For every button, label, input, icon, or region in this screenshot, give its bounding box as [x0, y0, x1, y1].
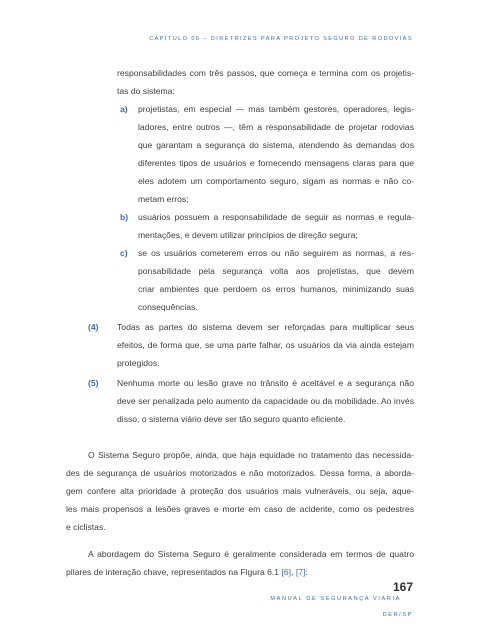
citation-separator: ,	[291, 567, 296, 577]
paragraph-line: A abordagem do Sistema Seguro é geralmente considerada em termos de quatro	[88, 549, 414, 559]
sub-item-line: que garantam a segurança do sistema, atendendo às demandas dos	[138, 140, 414, 150]
paragraph-line: e ciclistas.	[66, 522, 106, 532]
sub-item-line: ladores, entre outros —, têm a responsabilidade de projetar rodovias	[138, 122, 414, 132]
sub-item-marker: b)	[120, 212, 129, 222]
sub-item-line: se os usuários cometerem erros ou não seguirem as normas, a res-	[138, 248, 414, 258]
paragraph-text: pilares de interação chave, representados na Figura 6.1	[66, 567, 280, 577]
sub-item-line: consequências.	[138, 302, 198, 312]
paragraph-line: O Sistema Seguro propõe, ainda, que haja equidade no tratamento das necessida-	[88, 450, 414, 460]
numbered-marker: (4)	[88, 322, 99, 332]
citation-link[interactable]: [7]	[295, 567, 306, 577]
paragraph-line: gem confere alta prioridade à proteção dos usuários mais vulneráveis, ou seja, aque-	[66, 486, 414, 496]
citation-link[interactable]: [6]	[281, 567, 292, 577]
sub-item-line: metam erros;	[138, 194, 189, 204]
intro-line: responsabilidades com três passos, que começa e termina com os projetis-	[117, 68, 414, 78]
numbered-line: Todas as partes do sistema devem ser reforçadas para multiplicar seus	[117, 322, 414, 332]
sub-item-line: projetistas, em especial — mas também gestores, operadores, legis-	[138, 104, 414, 114]
intro-line: tas do sistema:	[117, 86, 175, 96]
sub-item-line: eles adotem um comportamento seguro, sigam as normas e não co-	[138, 176, 414, 186]
paragraph-line: les mais propensos a lesões graves e morte em caso de acidente, como os pedestres	[66, 504, 414, 514]
chapter-header: CAPÍTULO 06 – DIRETRIZES PARA PROJETO SEGURO DE RODOVIAS	[149, 36, 413, 42]
sub-item-line: mentações, e devem utilizar princípios de direção segura;	[138, 230, 358, 240]
paragraph-end: :	[305, 567, 308, 577]
numbered-marker: (5)	[88, 378, 99, 388]
numbered-line: efeitos, de forma que, se uma parte falhar, os usuários da via ainda estejam	[117, 340, 414, 350]
page-number: 167	[392, 580, 413, 594]
numbered-line: disso, o sistema viário deve ser tão seguro quanto eficiente.	[117, 414, 346, 424]
sub-item-marker: c)	[120, 248, 128, 258]
paragraph-line	[66, 563, 414, 581]
numbered-line: Nenhuma morte ou lesão grave no trânsito é aceitável e a segurança não	[117, 378, 414, 388]
footer-org: DER/SP	[382, 612, 413, 618]
sub-item-line: criar ambientes que perdoem os erros humanos, minimizando suas	[138, 284, 414, 294]
sub-item-line: ponsabilidade pela segurança volta aos projetistas, que devem	[138, 266, 414, 276]
sub-item-line: diferentes tipos de usuários e fornecendo mensagens claras para que	[138, 158, 414, 168]
footer-manual-title: MANUAL DE SEGURANÇA VIÁRIA	[270, 596, 401, 602]
numbered-line: deve ser penalizada pelo aumento da capacidade ou da mobilidade. Ao invés	[117, 396, 414, 406]
paragraph-line: des de segurança de usuários motorizados e não motorizados. Dessa forma, a aborda-	[66, 468, 414, 478]
numbered-line: protegidos.	[117, 358, 160, 368]
sub-item-marker: a)	[120, 104, 128, 114]
sub-item-line: usuários possuem a responsabilidade de seguir as normas e regula-	[138, 212, 414, 222]
